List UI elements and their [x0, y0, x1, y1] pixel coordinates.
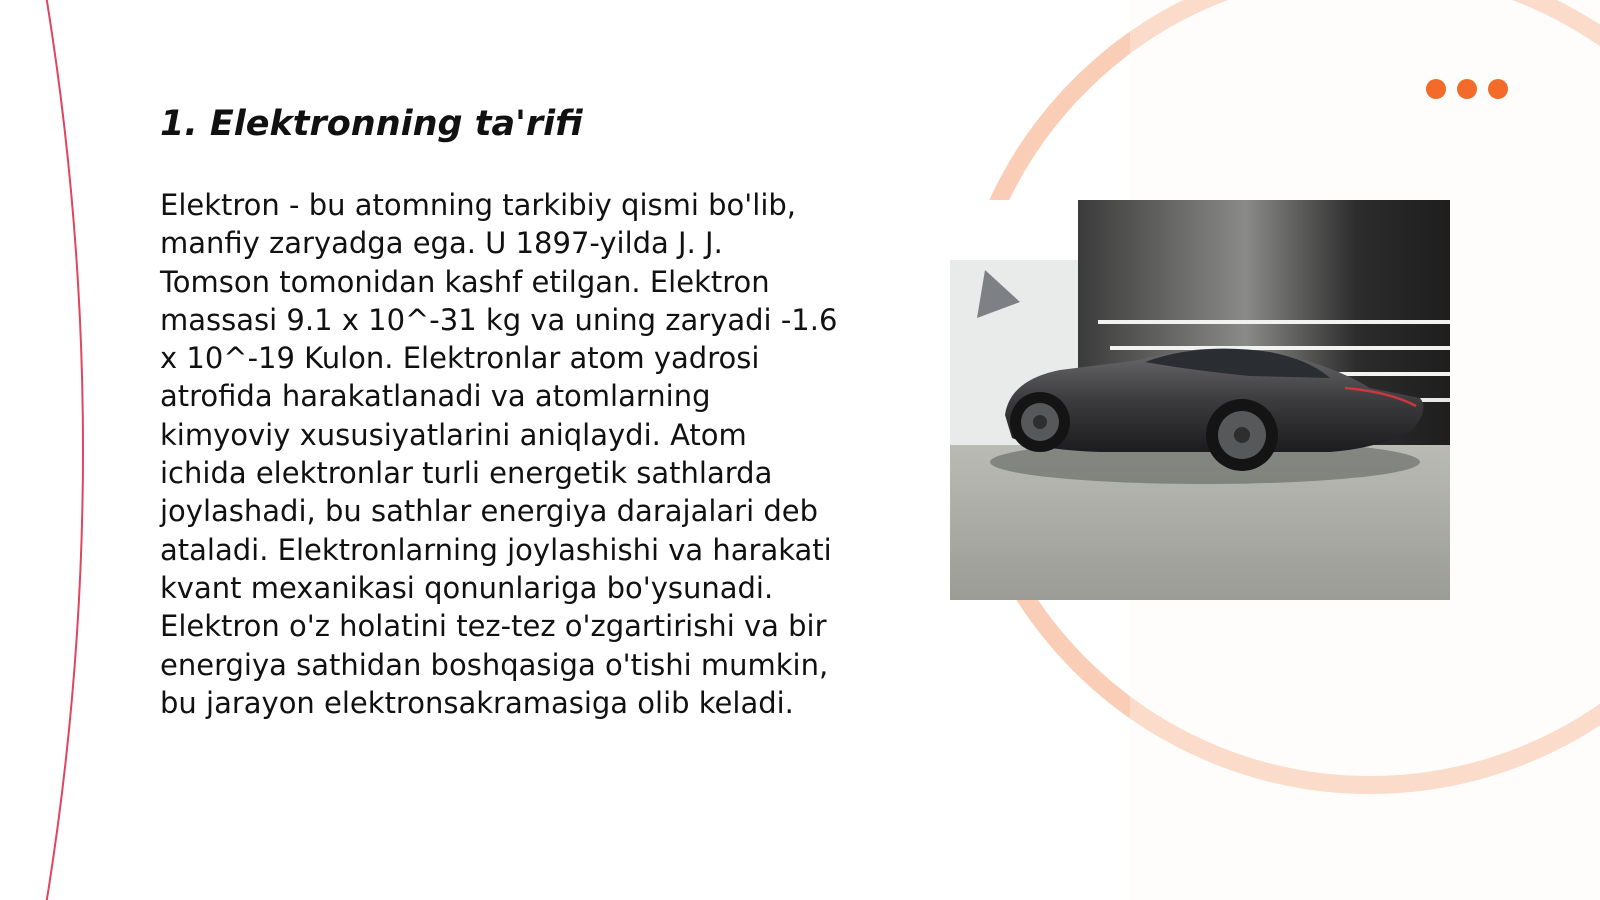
left-accent-curve — [46, 0, 83, 900]
dot-icon — [1426, 79, 1446, 99]
slide-title: 1. Elektronning ta'rifi — [160, 104, 583, 144]
slide-body-text: Elektron - bu atomning tarkibiy qismi bo'lib, manfiy zaryadga ega. U 1897-yilda J. J. Tomson tomonidan kashf etilgan. Elektron massasi 9.1 x 10^-31 kg va uning zaryadi -1.6 x 10^-19 Kulon. Elektronlar atom yadrosi atrofida harakatlanadi va atomlarning kimyoviy xususiyatlarini aniqlaydi. Atom ichida elektronlar turli energetik sathlarda joylashadi, bu sathlar energiya darajalari deb ataladi. Elektronlarning joylashishi va harakati kvant mexanikasi qonunlariga bo'ysunadi. Elektron o'z holatini tez-tez o'zgartirishi va bir energiya sathidan boshqasiga o'tishi mumkin, bu jarayon elektronsakramasiga olib keladi. — [160, 188, 838, 720]
car-image — [950, 200, 1450, 600]
menu-dots-icon — [1426, 79, 1508, 99]
dot-icon — [1488, 79, 1508, 99]
dot-icon — [1457, 79, 1477, 99]
